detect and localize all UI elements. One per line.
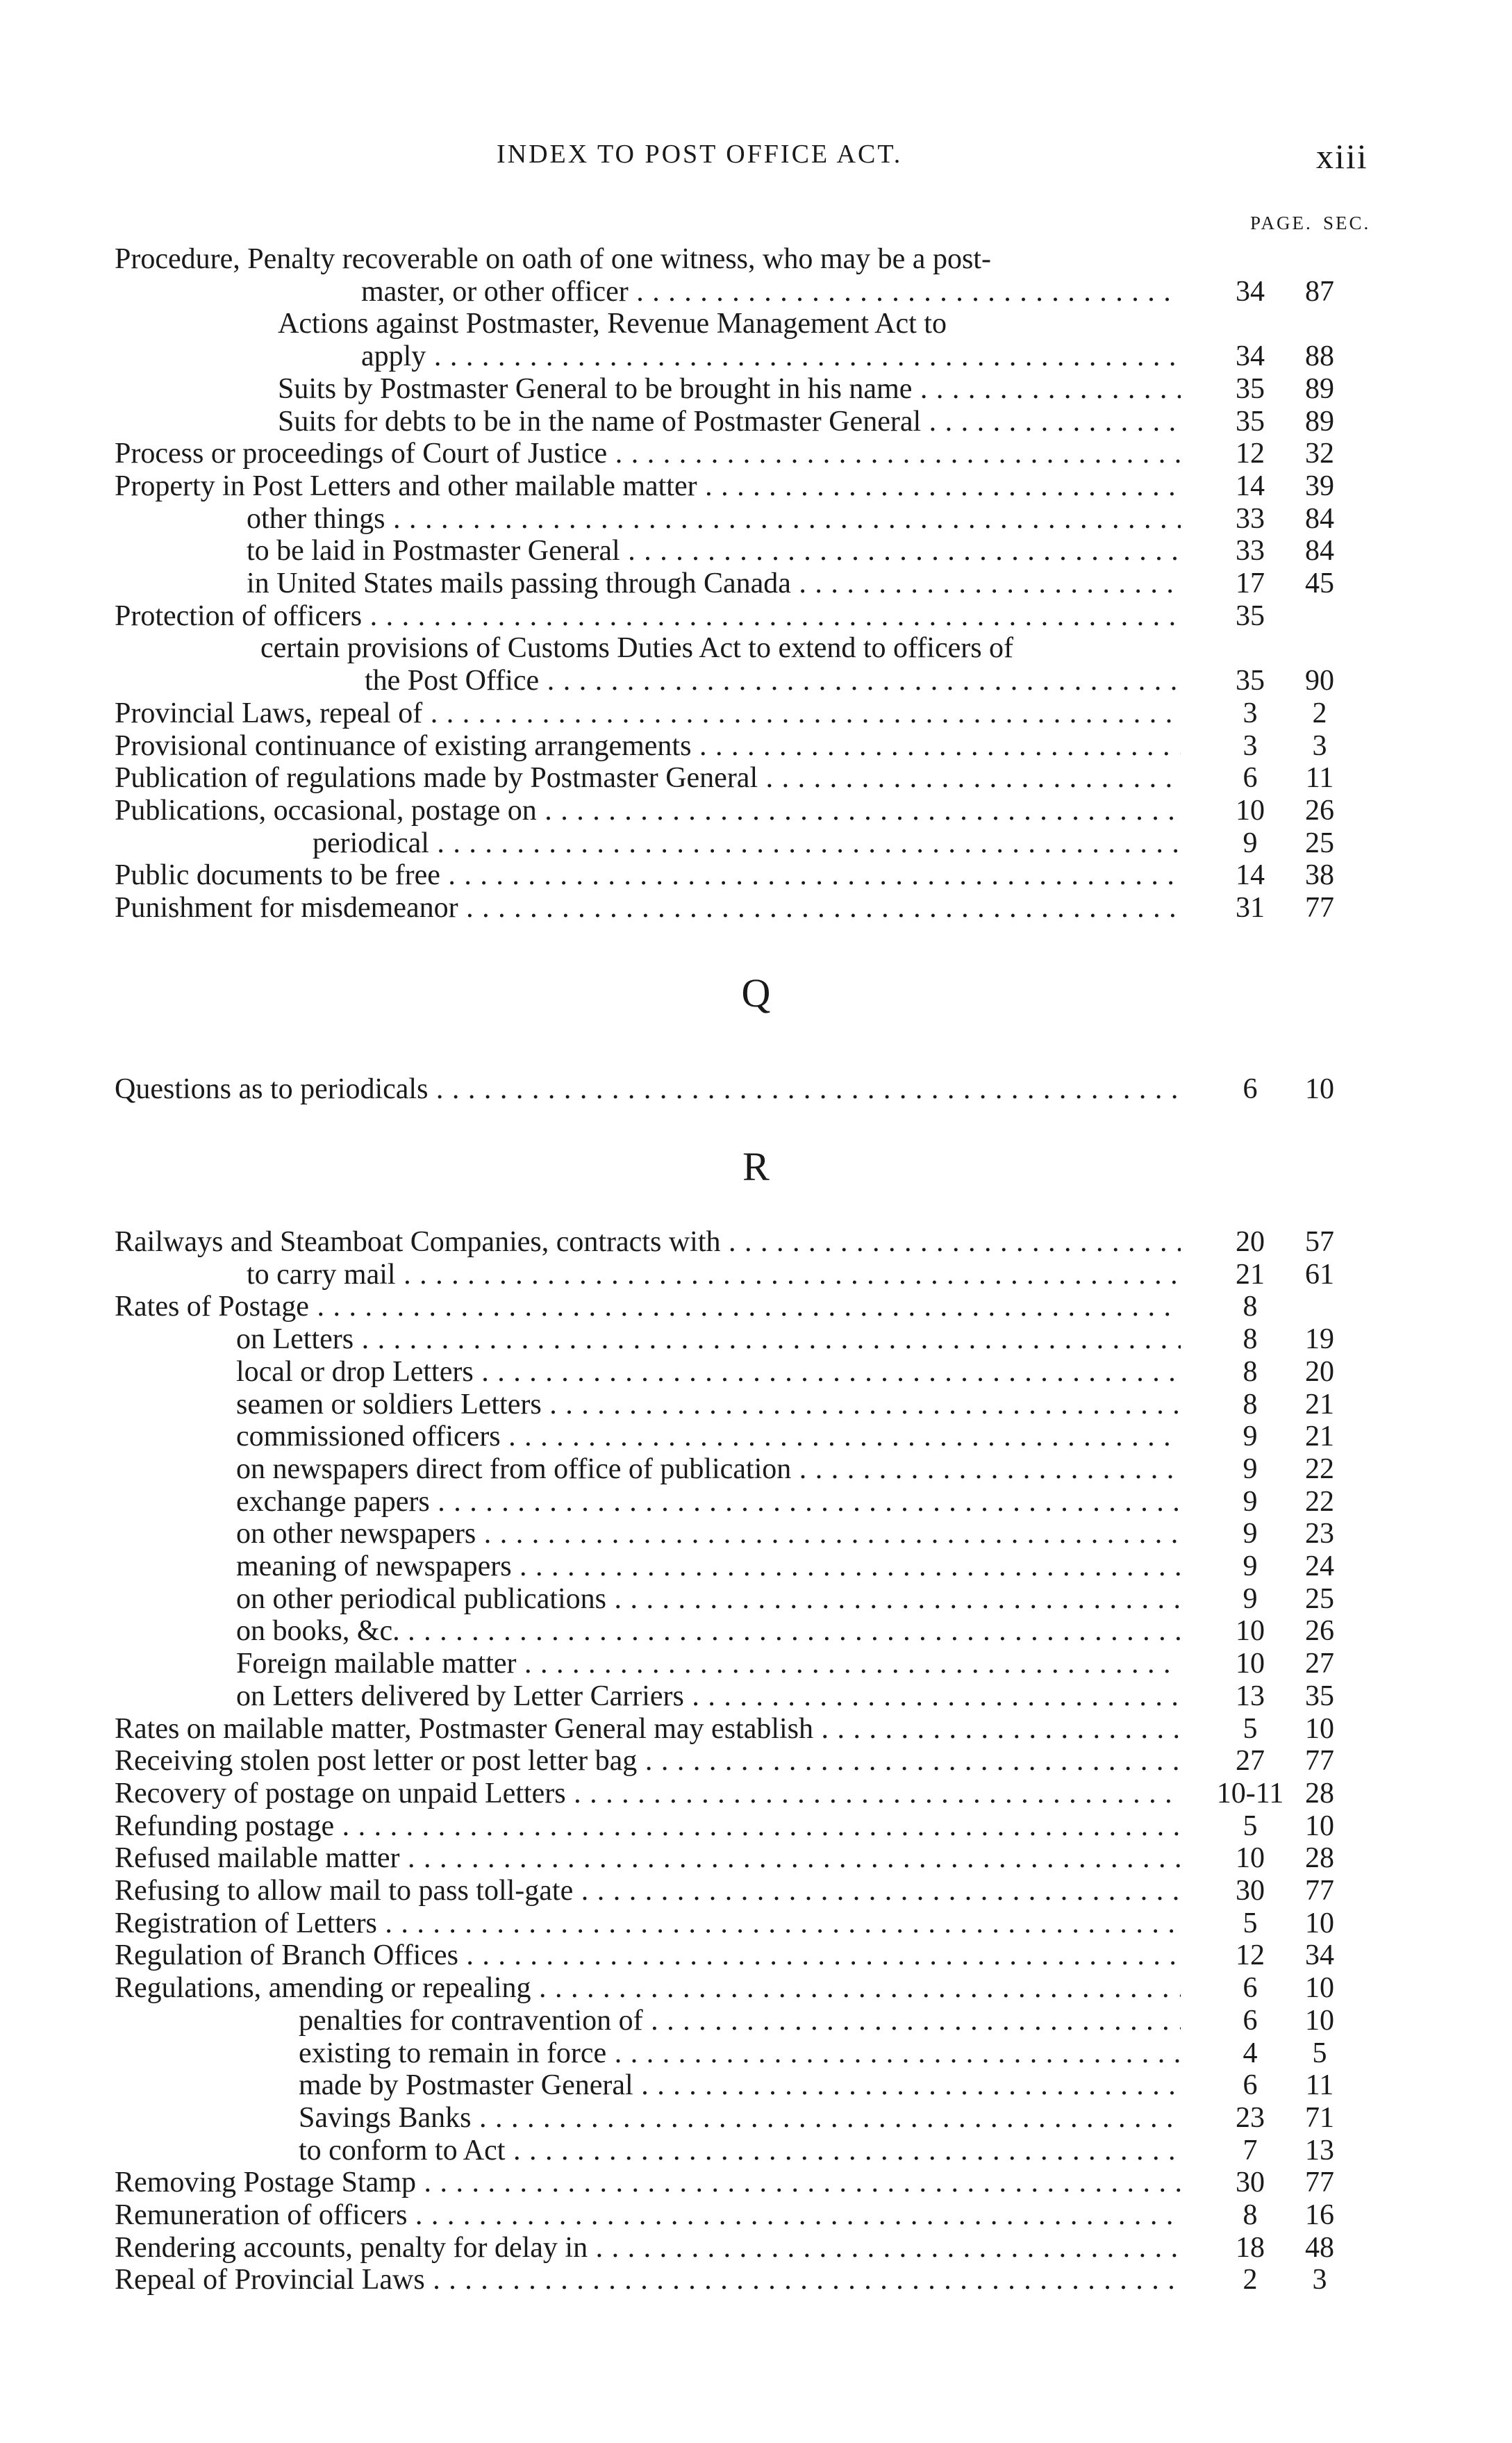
entry-text: on other newspapers . . . (236, 1518, 1181, 1550)
entry-text: Railways and Steamboat Companies, contracts with . . . (115, 1226, 1181, 1258)
entry-page-number: 5 (1243, 1810, 1258, 1842)
entry-text: in United States mails passing through Canada . . . (247, 568, 1181, 599)
section-heading-r: R (742, 1144, 770, 1189)
entry-page-number: 12 (1236, 1939, 1265, 1972)
entry-text: Property in Post Letters and other mailable matter . . . (115, 470, 1181, 502)
index-entry (0, 827, 1512, 859)
entry-text: Punishment for misdemeanor . . . (115, 892, 1181, 924)
entry-page-number: 10 (1236, 1842, 1265, 1875)
index-entry (0, 1939, 1512, 1971)
index-entry (0, 1842, 1512, 1874)
entry-page-number: 13 (1236, 1680, 1265, 1712)
index-entry (0, 1745, 1512, 1777)
entry-text: Refusing to allow mail to pass toll-gate . . . (115, 1875, 1181, 1907)
entry-section-number: 84 (1305, 502, 1334, 535)
index-entry (0, 2264, 1512, 2296)
entry-page-number: 14 (1236, 470, 1265, 502)
index-entry (0, 892, 1512, 924)
entry-section-number: 38 (1305, 859, 1334, 892)
entry-page-number: 9 (1243, 1518, 1258, 1550)
index-entry (0, 2167, 1512, 2198)
entry-section-number: 90 (1305, 665, 1334, 697)
entry-page-number: 20 (1236, 1226, 1265, 1258)
index-entry (0, 2199, 1512, 2231)
entry-text: Publications, occasional, postage on . . . (115, 795, 1181, 827)
entry-section-number: 61 (1305, 1258, 1334, 1291)
entry-section-number: 71 (1305, 2101, 1334, 2134)
entry-text: Regulation of Branch Offices . . . (115, 1939, 1181, 1971)
entry-page-number: 2 (1243, 2264, 1258, 2296)
entry-page-number: 12 (1236, 438, 1265, 470)
entry-page-number: 3 (1243, 729, 1258, 762)
index-entry (0, 1453, 1512, 1485)
entry-text: Foreign mailable matter . . . (236, 1648, 1181, 1680)
index-entry (0, 568, 1512, 599)
entry-section-number: 22 (1305, 1485, 1334, 1518)
entry-section-number: 25 (1305, 827, 1334, 859)
entry-page-number: 4 (1243, 2037, 1258, 2069)
entry-page-number: 30 (1236, 1875, 1265, 1907)
entry-text: Provisional continuance of existing arrangements . . . (115, 730, 1181, 762)
page-column-header: PAGE. (1250, 213, 1313, 233)
index-entry (0, 1389, 1512, 1421)
index-entry (0, 1226, 1512, 1258)
entry-section-number: 11 (1305, 2069, 1334, 2102)
page-header (0, 139, 1512, 181)
entry-page-number: 8 (1243, 1388, 1258, 1421)
entry-section-number: 24 (1305, 1550, 1334, 1582)
entry-section-number: 26 (1305, 794, 1334, 827)
entry-page-number: 6 (1243, 762, 1258, 795)
index-entry (0, 795, 1512, 827)
entry-section-number: 16 (1305, 2199, 1334, 2231)
entry-text: Questions as to periodicals . . . (115, 1073, 1181, 1105)
entry-section-number: 35 (1305, 1680, 1334, 1712)
section-column-header: SEC. (1323, 213, 1371, 233)
index-entry (0, 1778, 1512, 1810)
index-entry (0, 308, 1512, 340)
entry-text: on books, &c. . . . (236, 1615, 1181, 1647)
entry-text: other things . . . (247, 503, 1181, 535)
entry-text: seamen or soldiers Letters . . . (236, 1389, 1181, 1421)
page-number: xiii (1316, 137, 1368, 176)
entry-text: penalties for contravention of . . . (299, 2005, 1181, 2037)
entry-page-number: 8 (1243, 1323, 1258, 1356)
index-entry (0, 535, 1512, 567)
index-entry (0, 340, 1512, 372)
entry-page-number: 33 (1236, 535, 1265, 568)
index-entry (0, 1518, 1512, 1550)
entry-text: on other periodical publications . . . (236, 1583, 1181, 1615)
entry-section-number: 57 (1305, 1226, 1334, 1258)
index-entry (0, 2232, 1512, 2264)
entry-text: Recovery of postage on unpaid Letters . . . (115, 1778, 1181, 1810)
entry-page-number: 14 (1236, 859, 1265, 892)
entry-page-number: 33 (1236, 502, 1265, 535)
entry-text: local or drop Letters . . . (236, 1356, 1181, 1388)
entry-text: exchange papers . . . (236, 1486, 1181, 1518)
entry-page-number: 34 (1236, 340, 1265, 373)
entry-text: master, or other officer . . . (361, 276, 1181, 308)
index-entry (0, 1810, 1512, 1842)
entry-page-number: 18 (1236, 2231, 1265, 2264)
entry-page-number: 9 (1243, 1582, 1258, 1615)
index-entry (0, 503, 1512, 535)
entry-section-number: 10 (1305, 1712, 1334, 1745)
entry-page-number: 35 (1236, 665, 1265, 697)
entry-section-number: 84 (1305, 535, 1334, 568)
entry-page-number: 10-11 (1216, 1777, 1284, 1810)
index-entry (0, 1972, 1512, 2004)
entry-page-number: 27 (1236, 1745, 1265, 1778)
entry-section-number: 28 (1305, 1777, 1334, 1810)
entry-section-number: 77 (1305, 1875, 1334, 1907)
entry-section-number: 77 (1305, 1745, 1334, 1778)
entry-text: Regulations, amending or repealing . . . (115, 1972, 1181, 2004)
entry-text: Savings Banks . . . (299, 2102, 1181, 2134)
index-entry (0, 697, 1512, 729)
entry-section-number: 10 (1305, 1073, 1334, 1105)
index-entry (0, 665, 1512, 697)
entry-text: Repeal of Provincial Laws . . . (115, 2264, 1181, 2296)
index-entry (0, 1875, 1512, 1907)
entry-section-number: 10 (1305, 1810, 1334, 1842)
entry-page-number: 34 (1236, 275, 1265, 308)
entry-page-number: 23 (1236, 2101, 1265, 2134)
entry-section-number: 34 (1305, 1939, 1334, 1972)
entry-page-number: 9 (1243, 1485, 1258, 1518)
entry-text: meaning of newspapers . . . (236, 1550, 1181, 1582)
entry-text: Protection of officers . . . (115, 600, 1181, 632)
entry-page-number: 10 (1236, 794, 1265, 827)
index-entry (0, 1680, 1512, 1712)
entry-text: on Letters delivered by Letter Carriers . . . (236, 1680, 1181, 1712)
entry-page-number: 6 (1243, 1972, 1258, 2005)
index-entry (0, 373, 1512, 405)
index-entry (0, 2102, 1512, 2134)
entry-page-number: 21 (1236, 1258, 1265, 1291)
index-entry (0, 243, 1512, 275)
entry-page-number: 6 (1243, 2069, 1258, 2102)
entry-text: Refused mailable matter . . . (115, 1842, 1181, 1874)
index-entry (0, 2037, 1512, 2069)
entry-section-number: 22 (1305, 1452, 1334, 1485)
entry-page-number: 9 (1243, 1452, 1258, 1485)
index-entry (0, 859, 1512, 891)
entry-text: to carry mail . . . (247, 1259, 1181, 1291)
column-headers (0, 213, 1512, 240)
entry-page-number: 9 (1243, 1550, 1258, 1582)
entry-section-number: 77 (1305, 2167, 1334, 2199)
index-entry (0, 2005, 1512, 2037)
index-entry (0, 762, 1512, 794)
index-entry (0, 1259, 1512, 1291)
entry-text: Public documents to be free . . . (115, 859, 1181, 891)
index-entry (0, 2069, 1512, 2101)
entry-section-number: 32 (1305, 438, 1334, 470)
index-entry (0, 1073, 1512, 1105)
entry-section-number: 27 (1305, 1648, 1334, 1680)
entry-text: Registration of Letters . . . (115, 1907, 1181, 1939)
entry-section-number: 77 (1305, 892, 1334, 924)
entry-text: Actions against Postmaster, Revenue Management Act to (278, 308, 947, 340)
entry-section-number: 87 (1305, 275, 1334, 308)
index-entry (0, 1583, 1512, 1615)
entry-text: Publication of regulations made by Postmaster General . . . (115, 762, 1181, 794)
entry-section-number: 10 (1305, 1907, 1334, 1939)
index-entry (0, 1713, 1512, 1745)
entry-page-number: 9 (1243, 827, 1258, 859)
index-entry (0, 1323, 1512, 1355)
index-entry (0, 1648, 1512, 1680)
entry-section-number: 89 (1305, 405, 1334, 438)
index-entry (0, 276, 1512, 308)
entry-page-number: 9 (1243, 1421, 1258, 1453)
entry-section-number: 88 (1305, 340, 1334, 373)
entry-section-number: 21 (1305, 1388, 1334, 1421)
entry-section-number: 25 (1305, 1582, 1334, 1615)
entry-text: certain provisions of Customs Duties Act to extend to officers of (260, 632, 1014, 665)
entry-text: Provincial Laws, repeal of . . . (115, 697, 1181, 729)
index-entry (0, 406, 1512, 438)
entry-section-number: 11 (1305, 762, 1334, 795)
entry-section-number: 10 (1305, 2004, 1334, 2037)
entry-text: Receiving stolen post letter or post letter bag . . . (115, 1745, 1181, 1777)
index-entry (0, 1356, 1512, 1388)
entry-section-number: 23 (1305, 1518, 1334, 1550)
entry-page-number: 6 (1243, 2004, 1258, 2037)
entry-page-number: 5 (1243, 1907, 1258, 1939)
entry-section-number: 5 (1312, 2037, 1327, 2069)
entry-page-number: 17 (1236, 568, 1265, 599)
index-entry (0, 1550, 1512, 1582)
entry-text: Removing Postage Stamp . . . (115, 2167, 1181, 2198)
index-entry (0, 470, 1512, 502)
index-entry (0, 1907, 1512, 1939)
entry-text: Rendering accounts, penalty for delay in . . . (115, 2232, 1181, 2264)
entry-section-number: 89 (1305, 372, 1334, 405)
running-title: INDEX TO POST OFFICE ACT. (497, 140, 903, 169)
entry-page-number: 3 (1243, 697, 1258, 729)
entry-section-number: 21 (1305, 1421, 1334, 1453)
entry-section-number: 20 (1305, 1355, 1334, 1388)
entry-text: Suits for debts to be in the name of Postmaster General . . . (278, 406, 1181, 438)
entry-page-number: 8 (1243, 1291, 1258, 1323)
entry-section-number: 48 (1305, 2231, 1334, 2264)
entry-text: Process or proceedings of Court of Justice . . . (115, 438, 1181, 470)
entry-text: on newspapers direct from office of publication . . . (236, 1453, 1181, 1485)
entry-page-number: 7 (1243, 2134, 1258, 2167)
entry-text: Rates of Postage . . . (115, 1291, 1181, 1323)
entry-page-number: 35 (1236, 599, 1265, 632)
entry-text: Procedure, Penalty recoverable on oath of one witness, who may be a post- (115, 243, 991, 275)
entry-text: to conform to Act . . . (299, 2135, 1181, 2167)
entry-text: to be laid in Postmaster General . . . (247, 535, 1181, 567)
index-entry (0, 730, 1512, 762)
entry-section-number: 13 (1305, 2134, 1334, 2167)
entry-page-number: 8 (1243, 1355, 1258, 1388)
entry-section-number: 39 (1305, 470, 1334, 502)
section-heading-q: Q (741, 970, 771, 1016)
entry-text: apply . . . (361, 340, 1181, 372)
entry-page-number: 8 (1243, 2199, 1258, 2231)
entry-text: commissioned officers . . . (236, 1421, 1181, 1452)
index-entry (0, 1486, 1512, 1518)
entry-page-number: 31 (1236, 892, 1265, 924)
entry-section-number: 10 (1305, 1972, 1334, 2005)
entry-text: made by Postmaster General . . . (299, 2069, 1181, 2101)
entry-page-number: 10 (1236, 1648, 1265, 1680)
entry-text: Rates on mailable matter, Postmaster General may establish . . . (115, 1713, 1181, 1745)
entry-text: the Post Office . . . (365, 665, 1181, 697)
entry-page-number: 35 (1236, 372, 1265, 405)
entry-text: Refunding postage . . . (115, 1810, 1181, 1842)
entry-section-number: 26 (1305, 1615, 1334, 1648)
entry-page-number: 10 (1236, 1615, 1265, 1648)
entry-text: existing to remain in force . . . (299, 2037, 1181, 2069)
index-entry (0, 1421, 1512, 1452)
entry-section-number: 3 (1312, 729, 1327, 762)
entry-section-number: 3 (1312, 2264, 1327, 2296)
entry-section-number: 45 (1305, 568, 1334, 599)
index-entry (0, 1291, 1512, 1323)
index-entry (0, 632, 1512, 664)
index-entry (0, 438, 1512, 470)
entry-text: periodical . . . (313, 827, 1181, 859)
entry-section-number: 2 (1312, 697, 1327, 729)
entry-text: Suits by Postmaster General to be brought in his name . . . (278, 373, 1181, 405)
entry-page-number: 6 (1243, 1073, 1258, 1105)
entry-text: on Letters . . . (236, 1323, 1181, 1355)
index-entry (0, 600, 1512, 632)
entry-section-number: 19 (1305, 1323, 1334, 1356)
entry-page-number: 35 (1236, 405, 1265, 438)
entry-page-number: 30 (1236, 2167, 1265, 2199)
entry-section-number: 28 (1305, 1842, 1334, 1875)
entry-page-number: 5 (1243, 1712, 1258, 1745)
index-entry (0, 1615, 1512, 1647)
index-entry (0, 2135, 1512, 2167)
entry-text: Remuneration of officers . . . (115, 2199, 1181, 2231)
